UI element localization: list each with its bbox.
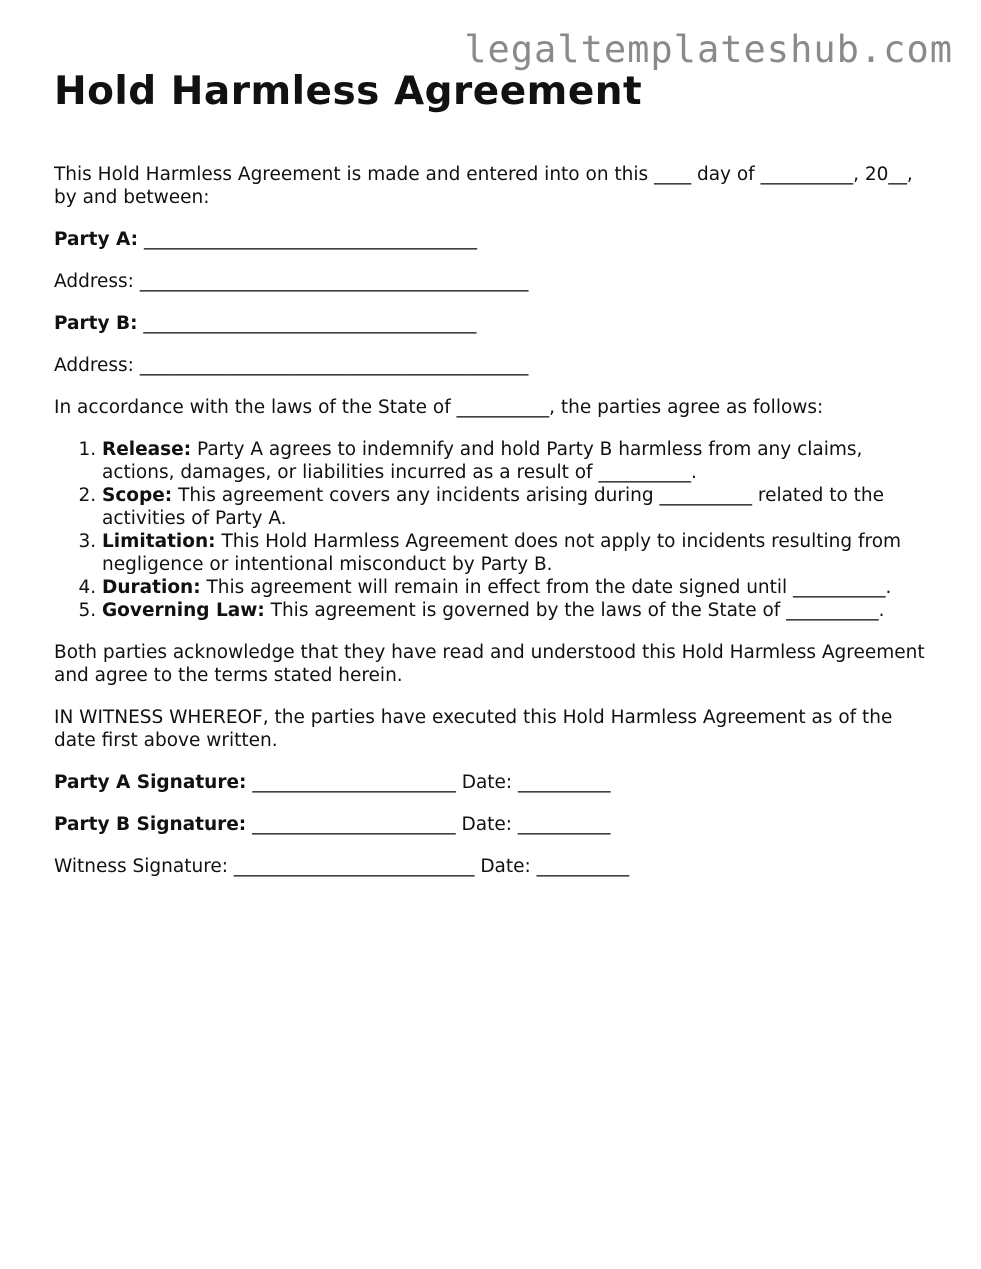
page-title: Hold Harmless Agreement [54, 69, 643, 114]
term-label: Limitation: [102, 531, 216, 552]
acknowledge-paragraph: Both parties acknowledge that they have read and understood this Hold Harmless Agreement and agree to the terms stated herein. [54, 642, 925, 686]
party-a-date-label: Date: [461, 772, 513, 793]
accordance-paragraph: In accordance with the laws of the State of __________, the parties agree as follows: [54, 397, 824, 418]
term-governing-law [102, 599, 934, 622]
party-b-line [54, 312, 934, 335]
party-a-blank: ____________________________________ [143, 229, 477, 250]
witness-date-blank: __________ [536, 856, 630, 877]
term-label: Governing Law: [102, 600, 265, 621]
party-b-signature-label: Party B Signature: [54, 814, 247, 835]
term-text: This agreement covers any incidents arising during __________ related to the activities of Party A. [102, 485, 885, 529]
party-a-date-blank: __________ [518, 772, 611, 793]
witness-date-label: Date: [480, 856, 531, 877]
party-b-address-label: Address: [54, 355, 134, 376]
witness-signature-label: Witness Signature: [54, 856, 229, 877]
party-b-signature-blank: ______________________ [252, 814, 456, 835]
party-a-address-line [54, 270, 934, 293]
party-a-address-label: Address: [54, 271, 134, 292]
term-text: This agreement is governed by the laws of the State of __________. [270, 600, 885, 621]
watermark: legaltemplateshub.com [464, 28, 953, 71]
party-a-label: Party A: [54, 229, 139, 250]
term-label: Duration: [102, 577, 201, 598]
term-text: Party A agrees to indemnify and hold Party B harmless from any claims, actions, damages, or liabilities incurred as a result of __________. [102, 439, 863, 483]
witness-signature-line [54, 855, 934, 878]
party-b-address-blank: __________________________________________ [139, 355, 529, 376]
witness-whereof-paragraph: IN WITNESS WHEREOF, the parties have executed this Hold Harmless Agreement as of the date first above written. [54, 707, 893, 751]
party-b-label: Party B: [54, 313, 138, 334]
term-text: This Hold Harmless Agreement does not apply to incidents resulting from negligence or intentional misconduct by Party B. [102, 531, 902, 575]
term-label: Scope: [102, 485, 173, 506]
document-body [54, 66, 934, 897]
term-text: This agreement will remain in effect from the date signed until __________. [206, 577, 892, 598]
party-a-address-blank: __________________________________________ [139, 271, 529, 292]
party-b-signature-line [54, 813, 934, 836]
party-a-signature-blank: ______________________ [252, 772, 456, 793]
party-a-signature-line [54, 771, 934, 794]
witness-signature-blank: __________________________ [233, 856, 475, 877]
party-b-date-blank: __________ [517, 814, 611, 835]
intro-paragraph: This Hold Harmless Agreement is made and entered into on this ____ day of __________, 20__, by and between: [54, 164, 913, 208]
terms-list [54, 438, 934, 622]
party-b-blank: ____________________________________ [143, 313, 477, 334]
term-duration [102, 576, 934, 599]
party-b-address-line [54, 354, 934, 377]
term-scope [102, 484, 934, 530]
party-b-date-label: Date: [461, 814, 512, 835]
term-release [102, 438, 934, 484]
term-limitation [102, 530, 934, 576]
term-label: Release: [102, 439, 192, 460]
party-a-line [54, 228, 934, 251]
party-a-signature-label: Party A Signature: [54, 772, 247, 793]
